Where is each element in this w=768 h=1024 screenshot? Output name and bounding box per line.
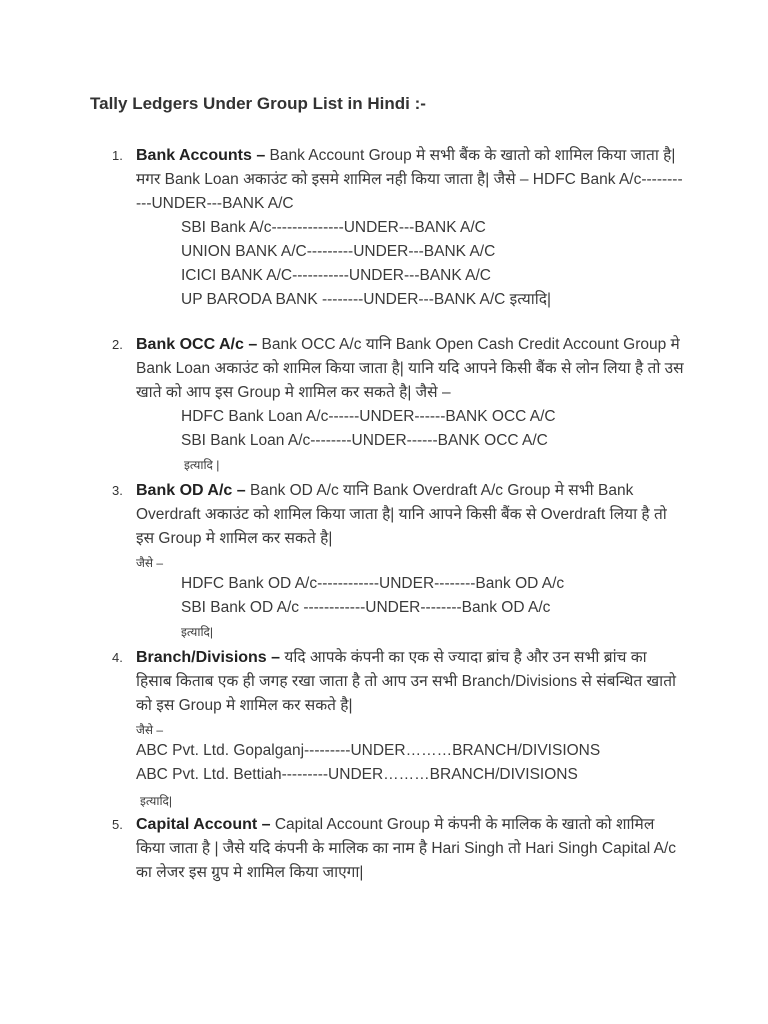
item-text: Capital Account Group मे कंपनी के मालिक के खातो को शामिल किया जाता है | जैसे यदि कंपनी के मालिक का नाम है Hari Singh तो Hari Singh Capital A/c का लेजर इस ग्रुप मे शामिल किया जाएगा| — [136, 816, 677, 881]
item-paragraph — [136, 646, 684, 718]
lead-text: जैसे – — [136, 556, 164, 570]
item-heading: Capital Account – — [136, 816, 271, 833]
item-text: Bank OCC A/c यानि Bank Open Cash Credit Account Group मे Bank Loan अकाउंट को शामिल किया जाता है| यानि यदि आपने किसी बैंक से लोन लिया है तो उस खाते को आप इस Group मे शामिल कर सकते है| जैसे – — [136, 336, 684, 401]
etc-text: इत्यादि| — [181, 625, 214, 639]
item-heading: Bank Accounts – — [136, 147, 266, 164]
example-line: HDFC Bank Loan A/c------UNDER------BANK OCC A/C — [181, 408, 556, 425]
item-text: Bank Account Group मे सभी बैंक के खातो को शामिल किया जाता है| मगर Bank Loan अकाउंट को इसमे शामिल नही किया जाता है| जैसे – HDFC Bank A/c-----------UNDER---BANK A/C — [136, 147, 683, 212]
item-number: 3. — [112, 483, 123, 498]
etc-text: इत्यादि | — [184, 458, 220, 472]
etc-text: इत्यादि| — [140, 794, 173, 808]
item-text: Bank OD A/c यानि Bank Overdraft A/c Group मे सभी Bank Overdraft अकाउंट को शामिल किया जाता है| यानि आपने किसी बैंक से Overdraft लिया है तो इस Group मे शामिल कर सकते है| — [136, 482, 667, 547]
item-paragraph — [136, 333, 684, 405]
example-line: ICICI BANK A/C-----------UNDER---BANK A/C — [181, 267, 491, 284]
example-line: SBI Bank OD A/c ------------UNDER--------Bank OD A/c — [181, 599, 551, 616]
item-number: 2. — [112, 337, 123, 352]
item-text: यदि आपके कंपनी का एक से ज्यादा ब्रांच है और उन सभी ब्रांच का हिसाब किताब एक ही जगह रखा जाता है तो आप उन सभी Branch/Divisions से संबन्धित खातो को इस Group मे शामिल कर सकते है| — [136, 649, 677, 714]
item-heading: Bank OCC A/c – — [136, 336, 258, 353]
item-paragraph — [136, 144, 684, 216]
example-line: UP BARODA BANK --------UNDER---BANK A/C इत्यादि| — [181, 291, 552, 308]
item-number: 1. — [112, 148, 123, 163]
item-number: 5. — [112, 817, 123, 832]
example-line: UNION BANK A/C---------UNDER---BANK A/C — [181, 243, 496, 260]
item-paragraph — [136, 813, 684, 885]
example-line: ABC Pvt. Ltd. Gopalganj---------UNDER………BRANCH/DIVISIONS — [136, 742, 601, 759]
example-line: SBI Bank A/c--------------UNDER---BANK A/C — [181, 219, 486, 236]
example-line: HDFC Bank OD A/c------------UNDER--------Bank OD A/c — [181, 575, 565, 592]
document-title: Tally Ledgers Under Group List in Hindi :- — [90, 94, 426, 113]
item-heading: Bank OD A/c – — [136, 482, 246, 499]
item-paragraph — [136, 479, 684, 551]
lead-text: जैसे – — [136, 723, 164, 737]
item-number: 4. — [112, 650, 123, 665]
example-line: ABC Pvt. Ltd. Bettiah---------UNDER………BRANCH/DIVISIONS — [136, 766, 578, 783]
example-line: SBI Bank Loan A/c--------UNDER------BANK OCC A/C — [181, 432, 548, 449]
item-heading: Branch/Divisions – — [136, 649, 281, 666]
